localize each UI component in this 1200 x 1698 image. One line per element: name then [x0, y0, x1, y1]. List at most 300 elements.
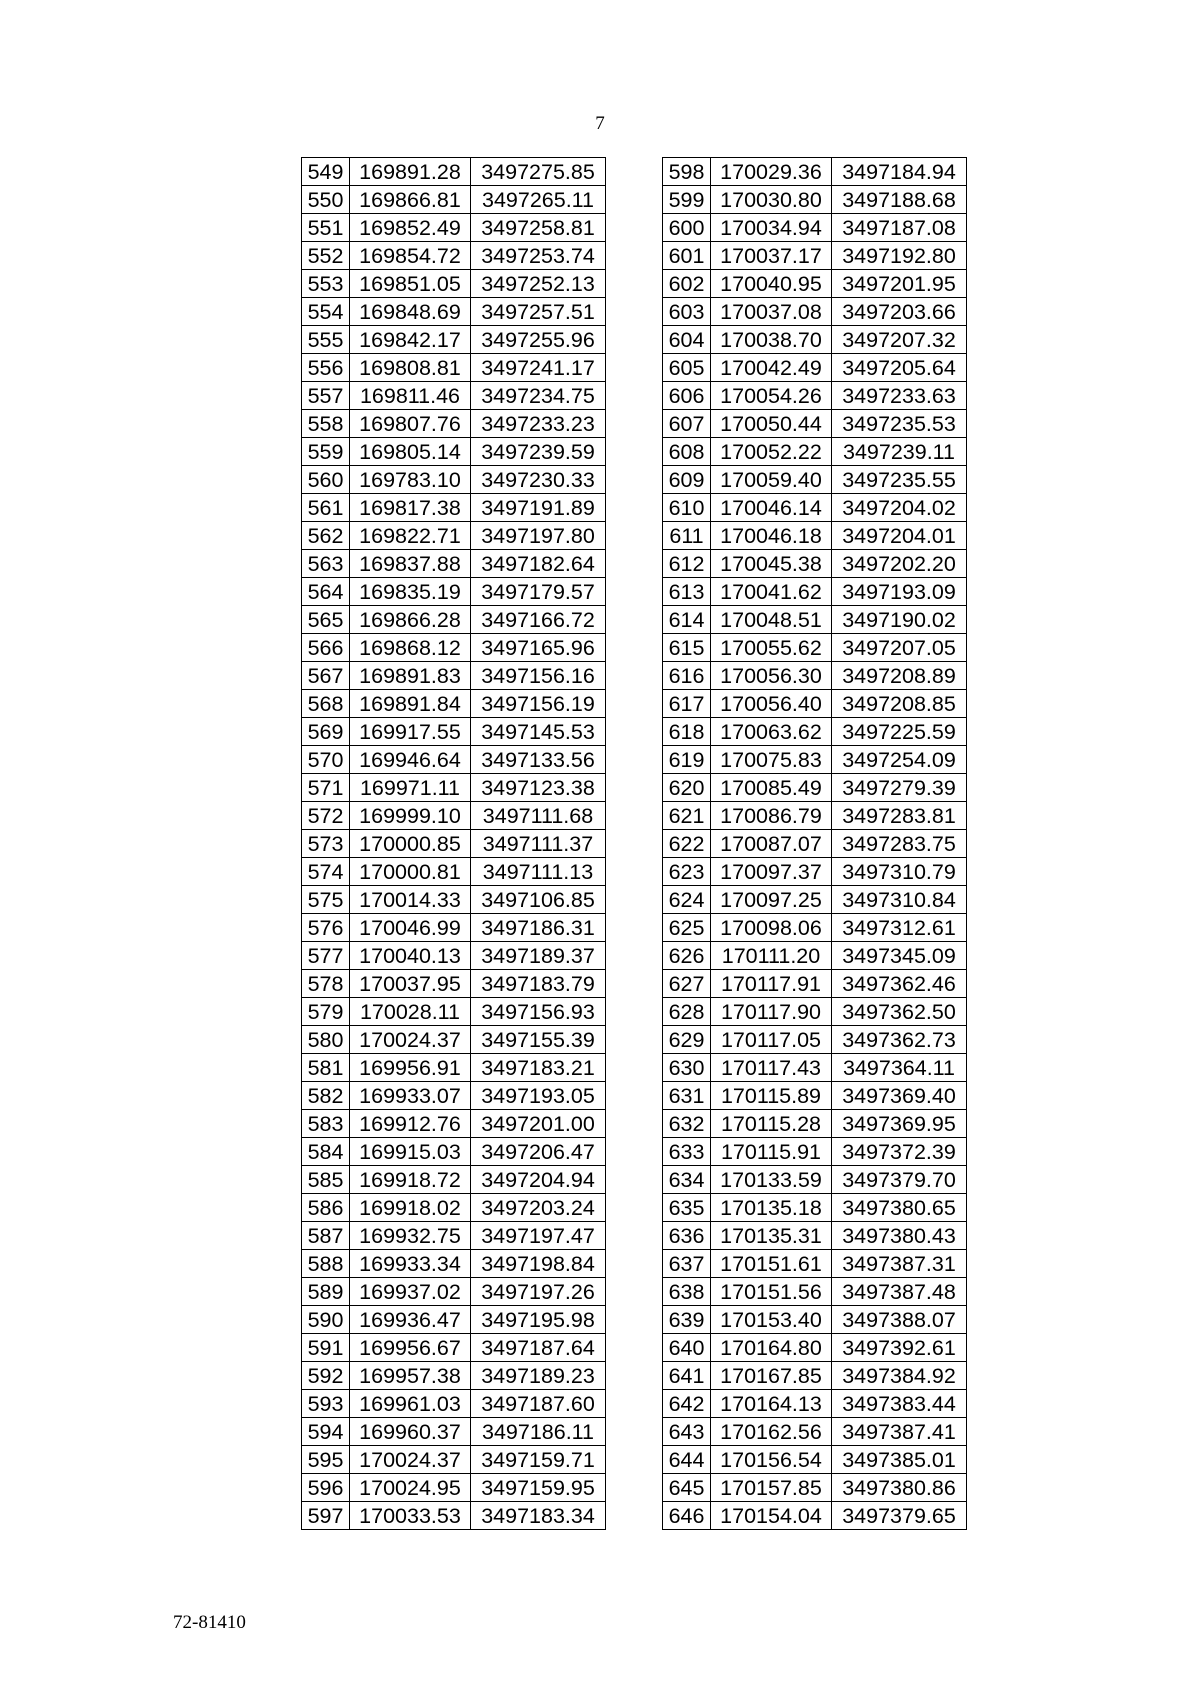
y-coordinate-cell: 3497257.51: [471, 298, 606, 326]
x-coordinate-cell: 170029.36: [711, 158, 832, 186]
table-row: [663, 746, 967, 774]
table-row: [302, 1166, 606, 1194]
table-row: [302, 298, 606, 326]
point-number-cell: 605: [663, 354, 711, 382]
y-coordinate-cell: 3497380.65: [832, 1194, 967, 1222]
point-number-cell: 606: [663, 382, 711, 410]
table-row: [302, 970, 606, 998]
x-coordinate-cell: 170117.90: [711, 998, 832, 1026]
point-number-cell: 608: [663, 438, 711, 466]
y-coordinate-cell: 3497159.95: [471, 1474, 606, 1502]
point-number-cell: 636: [663, 1222, 711, 1250]
table-row: [302, 242, 606, 270]
x-coordinate-cell: 170046.14: [711, 494, 832, 522]
table-row: [663, 410, 967, 438]
x-coordinate-cell: 169811.46: [350, 382, 471, 410]
x-coordinate-cell: 170042.49: [711, 354, 832, 382]
y-coordinate-cell: 3497233.23: [471, 410, 606, 438]
table-row: [302, 914, 606, 942]
point-number-cell: 588: [302, 1250, 350, 1278]
x-coordinate-cell: 169946.64: [350, 746, 471, 774]
table-row: [663, 1054, 967, 1082]
x-coordinate-cell: 170052.22: [711, 438, 832, 466]
table-row: [663, 186, 967, 214]
table-row: [302, 1026, 606, 1054]
x-coordinate-cell: 169956.91: [350, 1054, 471, 1082]
table-row: [663, 634, 967, 662]
y-coordinate-cell: 3497145.53: [471, 718, 606, 746]
y-coordinate-cell: 3497182.64: [471, 550, 606, 578]
table-row: [302, 1334, 606, 1362]
table-row: [663, 1390, 967, 1418]
point-number-cell: 589: [302, 1278, 350, 1306]
table-row: [302, 942, 606, 970]
x-coordinate-cell: 170098.06: [711, 914, 832, 942]
table-row: [302, 998, 606, 1026]
x-coordinate-cell: 170037.17: [711, 242, 832, 270]
y-coordinate-cell: 3497156.93: [471, 998, 606, 1026]
x-coordinate-cell: 169961.03: [350, 1390, 471, 1418]
point-number-cell: 584: [302, 1138, 350, 1166]
point-number-cell: 630: [663, 1054, 711, 1082]
point-number-cell: 599: [663, 186, 711, 214]
y-coordinate-cell: 3497387.31: [832, 1250, 967, 1278]
x-coordinate-cell: 170033.53: [350, 1502, 471, 1530]
table-row: [663, 1334, 967, 1362]
table-row: [663, 914, 967, 942]
point-number-cell: 570: [302, 746, 350, 774]
x-coordinate-cell: 170115.89: [711, 1082, 832, 1110]
y-coordinate-cell: 3497198.84: [471, 1250, 606, 1278]
y-coordinate-cell: 3497166.72: [471, 606, 606, 634]
table-row: [663, 466, 967, 494]
point-number-cell: 563: [302, 550, 350, 578]
table-row: [302, 1054, 606, 1082]
x-coordinate-cell: 170046.99: [350, 914, 471, 942]
point-number-cell: 613: [663, 578, 711, 606]
point-number-cell: 611: [663, 522, 711, 550]
y-coordinate-cell: 3497156.16: [471, 662, 606, 690]
x-coordinate-cell: 169912.76: [350, 1110, 471, 1138]
point-number-cell: 573: [302, 830, 350, 858]
point-number-cell: 592: [302, 1362, 350, 1390]
y-coordinate-cell: 3497179.57: [471, 578, 606, 606]
y-coordinate-cell: 3497364.11: [832, 1054, 967, 1082]
x-coordinate-cell: 170135.31: [711, 1222, 832, 1250]
y-coordinate-cell: 3497159.71: [471, 1446, 606, 1474]
y-coordinate-cell: 3497111.68: [471, 802, 606, 830]
x-coordinate-cell: 170028.11: [350, 998, 471, 1026]
y-coordinate-cell: 3497203.66: [832, 298, 967, 326]
table-row: [663, 998, 967, 1026]
table-row: [302, 634, 606, 662]
x-coordinate-cell: 170024.95: [350, 1474, 471, 1502]
point-number-cell: 551: [302, 214, 350, 242]
x-coordinate-cell: 169866.81: [350, 186, 471, 214]
y-coordinate-cell: 3497265.11: [471, 186, 606, 214]
point-number-cell: 624: [663, 886, 711, 914]
point-number-cell: 643: [663, 1418, 711, 1446]
point-number-cell: 623: [663, 858, 711, 886]
point-number-cell: 614: [663, 606, 711, 634]
x-coordinate-cell: 169822.71: [350, 522, 471, 550]
point-number-cell: 604: [663, 326, 711, 354]
point-number-cell: 556: [302, 354, 350, 382]
x-coordinate-cell: 170048.51: [711, 606, 832, 634]
y-coordinate-cell: 3497183.34: [471, 1502, 606, 1530]
point-number-cell: 620: [663, 774, 711, 802]
x-coordinate-cell: 170164.13: [711, 1390, 832, 1418]
table-row: [302, 858, 606, 886]
x-coordinate-cell: 170135.18: [711, 1194, 832, 1222]
y-coordinate-cell: 3497362.73: [832, 1026, 967, 1054]
x-coordinate-cell: 170133.59: [711, 1166, 832, 1194]
y-coordinate-cell: 3497252.13: [471, 270, 606, 298]
table-row: [663, 858, 967, 886]
point-number-cell: 566: [302, 634, 350, 662]
table-row: [302, 1082, 606, 1110]
x-coordinate-cell: 170037.95: [350, 970, 471, 998]
point-number-cell: 641: [663, 1362, 711, 1390]
y-coordinate-cell: 3497383.44: [832, 1390, 967, 1418]
x-coordinate-cell: 170097.25: [711, 886, 832, 914]
table-row: [302, 774, 606, 802]
y-coordinate-cell: 3497345.09: [832, 942, 967, 970]
x-coordinate-cell: 170063.62: [711, 718, 832, 746]
point-number-cell: 609: [663, 466, 711, 494]
point-number-cell: 628: [663, 998, 711, 1026]
x-coordinate-cell: 170041.62: [711, 578, 832, 606]
point-number-cell: 561: [302, 494, 350, 522]
y-coordinate-cell: 3497191.89: [471, 494, 606, 522]
point-number-cell: 582: [302, 1082, 350, 1110]
y-coordinate-cell: 3497235.55: [832, 466, 967, 494]
point-number-cell: 632: [663, 1110, 711, 1138]
table-row: [663, 1446, 967, 1474]
table-row: [302, 270, 606, 298]
y-coordinate-cell: 3497186.31: [471, 914, 606, 942]
x-coordinate-cell: 169848.69: [350, 298, 471, 326]
table-row: [663, 298, 967, 326]
x-coordinate-cell: 170000.85: [350, 830, 471, 858]
point-number-cell: 646: [663, 1502, 711, 1530]
table-row: [302, 690, 606, 718]
x-coordinate-cell: 170054.26: [711, 382, 832, 410]
y-coordinate-cell: 3497239.59: [471, 438, 606, 466]
y-coordinate-cell: 3497189.37: [471, 942, 606, 970]
x-coordinate-cell: 170050.44: [711, 410, 832, 438]
table-row: [302, 886, 606, 914]
point-number-cell: 559: [302, 438, 350, 466]
y-coordinate-cell: 3497234.75: [471, 382, 606, 410]
x-coordinate-cell: 170085.49: [711, 774, 832, 802]
y-coordinate-cell: 3497183.21: [471, 1054, 606, 1082]
x-coordinate-cell: 169971.11: [350, 774, 471, 802]
y-coordinate-cell: 3497187.60: [471, 1390, 606, 1418]
table-row: [663, 382, 967, 410]
table-row: [663, 886, 967, 914]
point-number-cell: 583: [302, 1110, 350, 1138]
table-row: [663, 214, 967, 242]
table-row: [663, 550, 967, 578]
x-coordinate-cell: 170045.38: [711, 550, 832, 578]
point-number-cell: 634: [663, 1166, 711, 1194]
table-row: [663, 802, 967, 830]
table-row: [663, 1362, 967, 1390]
x-coordinate-cell: 170024.37: [350, 1026, 471, 1054]
point-number-cell: 640: [663, 1334, 711, 1362]
x-coordinate-cell: 170151.56: [711, 1278, 832, 1306]
x-coordinate-cell: 170059.40: [711, 466, 832, 494]
y-coordinate-cell: 3497387.41: [832, 1418, 967, 1446]
point-number-cell: 560: [302, 466, 350, 494]
point-number-cell: 553: [302, 270, 350, 298]
point-number-cell: 558: [302, 410, 350, 438]
table-row: [302, 354, 606, 382]
table-row: [302, 1306, 606, 1334]
table-row: [302, 1446, 606, 1474]
y-coordinate-cell: 3497106.85: [471, 886, 606, 914]
x-coordinate-cell: 169932.75: [350, 1222, 471, 1250]
point-number-cell: 600: [663, 214, 711, 242]
y-coordinate-cell: 3497369.40: [832, 1082, 967, 1110]
table-row: [663, 1306, 967, 1334]
point-number-cell: 607: [663, 410, 711, 438]
x-coordinate-cell: 170046.18: [711, 522, 832, 550]
y-coordinate-cell: 3497392.61: [832, 1334, 967, 1362]
point-number-cell: 595: [302, 1446, 350, 1474]
y-coordinate-cell: 3497195.98: [471, 1306, 606, 1334]
y-coordinate-cell: 3497233.63: [832, 382, 967, 410]
x-coordinate-cell: 170087.07: [711, 830, 832, 858]
x-coordinate-cell: 170097.37: [711, 858, 832, 886]
point-number-cell: 550: [302, 186, 350, 214]
table-row: [663, 354, 967, 382]
point-number-cell: 568: [302, 690, 350, 718]
x-coordinate-cell: 170030.80: [711, 186, 832, 214]
y-coordinate-cell: 3497197.26: [471, 1278, 606, 1306]
coordinate-table-right-body: [663, 158, 967, 1530]
table-row: [302, 1250, 606, 1278]
coordinate-table-left-body: [302, 158, 606, 1530]
y-coordinate-cell: 3497133.56: [471, 746, 606, 774]
table-row: [302, 214, 606, 242]
x-coordinate-cell: 169891.83: [350, 662, 471, 690]
table-row: [663, 1082, 967, 1110]
table-row: [663, 718, 967, 746]
table-row: [663, 270, 967, 298]
point-number-cell: 549: [302, 158, 350, 186]
point-number-cell: 587: [302, 1222, 350, 1250]
y-coordinate-cell: 3497204.94: [471, 1166, 606, 1194]
x-coordinate-cell: 170115.28: [711, 1110, 832, 1138]
table-row: [663, 1502, 967, 1530]
point-number-cell: 581: [302, 1054, 350, 1082]
x-coordinate-cell: 170056.40: [711, 690, 832, 718]
point-number-cell: 579: [302, 998, 350, 1026]
table-row: [663, 1474, 967, 1502]
x-coordinate-cell: 170157.85: [711, 1474, 832, 1502]
table-row: [302, 550, 606, 578]
table-row: [302, 1362, 606, 1390]
document-code: 72-81410: [173, 1612, 246, 1633]
y-coordinate-cell: 3497225.59: [832, 718, 967, 746]
table-row: [302, 1278, 606, 1306]
x-coordinate-cell: 170162.56: [711, 1418, 832, 1446]
point-number-cell: 596: [302, 1474, 350, 1502]
x-coordinate-cell: 169956.67: [350, 1334, 471, 1362]
point-number-cell: 576: [302, 914, 350, 942]
y-coordinate-cell: 3497155.39: [471, 1026, 606, 1054]
y-coordinate-cell: 3497188.68: [832, 186, 967, 214]
x-coordinate-cell: 170115.91: [711, 1138, 832, 1166]
table-row: [663, 438, 967, 466]
y-coordinate-cell: 3497254.09: [832, 746, 967, 774]
y-coordinate-cell: 3497207.05: [832, 634, 967, 662]
table-row: [302, 662, 606, 690]
x-coordinate-cell: 169866.28: [350, 606, 471, 634]
table-row: [663, 1222, 967, 1250]
point-number-cell: 580: [302, 1026, 350, 1054]
point-number-cell: 597: [302, 1502, 350, 1530]
point-number-cell: 567: [302, 662, 350, 690]
y-coordinate-cell: 3497387.48: [832, 1278, 967, 1306]
point-number-cell: 638: [663, 1278, 711, 1306]
point-number-cell: 619: [663, 746, 711, 774]
table-row: [663, 1194, 967, 1222]
x-coordinate-cell: 169891.84: [350, 690, 471, 718]
table-row: [302, 1502, 606, 1530]
point-number-cell: 621: [663, 802, 711, 830]
point-number-cell: 564: [302, 578, 350, 606]
point-number-cell: 585: [302, 1166, 350, 1194]
y-coordinate-cell: 3497279.39: [832, 774, 967, 802]
y-coordinate-cell: 3497203.24: [471, 1194, 606, 1222]
table-row: [302, 1138, 606, 1166]
table-row: [302, 1222, 606, 1250]
table-row: [663, 970, 967, 998]
x-coordinate-cell: 170040.95: [711, 270, 832, 298]
y-coordinate-cell: 3497310.84: [832, 886, 967, 914]
table-row: [302, 410, 606, 438]
y-coordinate-cell: 3497183.79: [471, 970, 606, 998]
y-coordinate-cell: 3497362.46: [832, 970, 967, 998]
x-coordinate-cell: 170075.83: [711, 746, 832, 774]
x-coordinate-cell: 169999.10: [350, 802, 471, 830]
y-coordinate-cell: 3497283.81: [832, 802, 967, 830]
point-number-cell: 626: [663, 942, 711, 970]
table-row: [302, 1418, 606, 1446]
x-coordinate-cell: 169933.34: [350, 1250, 471, 1278]
x-coordinate-cell: 170037.08: [711, 298, 832, 326]
table-row: [663, 522, 967, 550]
point-number-cell: 571: [302, 774, 350, 802]
y-coordinate-cell: 3497204.02: [832, 494, 967, 522]
y-coordinate-cell: 3497205.64: [832, 354, 967, 382]
y-coordinate-cell: 3497202.20: [832, 550, 967, 578]
table-row: [663, 1166, 967, 1194]
y-coordinate-cell: 3497186.11: [471, 1418, 606, 1446]
point-number-cell: 631: [663, 1082, 711, 1110]
x-coordinate-cell: 169783.10: [350, 466, 471, 494]
x-coordinate-cell: 170167.85: [711, 1362, 832, 1390]
y-coordinate-cell: 3497379.65: [832, 1502, 967, 1530]
point-number-cell: 622: [663, 830, 711, 858]
x-coordinate-cell: 170055.62: [711, 634, 832, 662]
point-number-cell: 629: [663, 1026, 711, 1054]
y-coordinate-cell: 3497253.74: [471, 242, 606, 270]
x-coordinate-cell: 169807.76: [350, 410, 471, 438]
x-coordinate-cell: 169817.38: [350, 494, 471, 522]
table-row: [663, 242, 967, 270]
y-coordinate-cell: 3497184.94: [832, 158, 967, 186]
x-coordinate-cell: 169917.55: [350, 718, 471, 746]
y-coordinate-cell: 3497258.81: [471, 214, 606, 242]
point-number-cell: 635: [663, 1194, 711, 1222]
x-coordinate-cell: 169933.07: [350, 1082, 471, 1110]
point-number-cell: 639: [663, 1306, 711, 1334]
point-number-cell: 612: [663, 550, 711, 578]
table-row: [302, 1474, 606, 1502]
table-row: [663, 690, 967, 718]
x-coordinate-cell: 169851.05: [350, 270, 471, 298]
table-row: [663, 1026, 967, 1054]
x-coordinate-cell: 169854.72: [350, 242, 471, 270]
table-row: [302, 382, 606, 410]
point-number-cell: 562: [302, 522, 350, 550]
y-coordinate-cell: 3497193.05: [471, 1082, 606, 1110]
table-row: [663, 494, 967, 522]
point-number-cell: 601: [663, 242, 711, 270]
y-coordinate-cell: 3497208.89: [832, 662, 967, 690]
y-coordinate-cell: 3497385.01: [832, 1446, 967, 1474]
table-row: [663, 774, 967, 802]
y-coordinate-cell: 3497111.37: [471, 830, 606, 858]
point-number-cell: 554: [302, 298, 350, 326]
table-row: [663, 662, 967, 690]
point-number-cell: 575: [302, 886, 350, 914]
y-coordinate-cell: 3497111.13: [471, 858, 606, 886]
table-row: [663, 1110, 967, 1138]
table-row: [302, 522, 606, 550]
table-row: [302, 802, 606, 830]
table-row: [302, 1194, 606, 1222]
point-number-cell: 590: [302, 1306, 350, 1334]
y-coordinate-cell: 3497192.80: [832, 242, 967, 270]
y-coordinate-cell: 3497189.23: [471, 1362, 606, 1390]
x-coordinate-cell: 170040.13: [350, 942, 471, 970]
point-number-cell: 555: [302, 326, 350, 354]
point-number-cell: 602: [663, 270, 711, 298]
table-row: [302, 578, 606, 606]
coordinate-table-right: [662, 157, 967, 1530]
x-coordinate-cell: 169936.47: [350, 1306, 471, 1334]
x-coordinate-cell: 169835.19: [350, 578, 471, 606]
y-coordinate-cell: 3497372.39: [832, 1138, 967, 1166]
point-number-cell: 578: [302, 970, 350, 998]
x-coordinate-cell: 170164.80: [711, 1334, 832, 1362]
table-row: [302, 158, 606, 186]
point-number-cell: 615: [663, 634, 711, 662]
y-coordinate-cell: 3497241.17: [471, 354, 606, 382]
point-number-cell: 644: [663, 1446, 711, 1474]
table-row: [663, 1278, 967, 1306]
point-number-cell: 637: [663, 1250, 711, 1278]
x-coordinate-cell: 170154.04: [711, 1502, 832, 1530]
point-number-cell: 594: [302, 1418, 350, 1446]
point-number-cell: 598: [663, 158, 711, 186]
x-coordinate-cell: 170024.37: [350, 1446, 471, 1474]
